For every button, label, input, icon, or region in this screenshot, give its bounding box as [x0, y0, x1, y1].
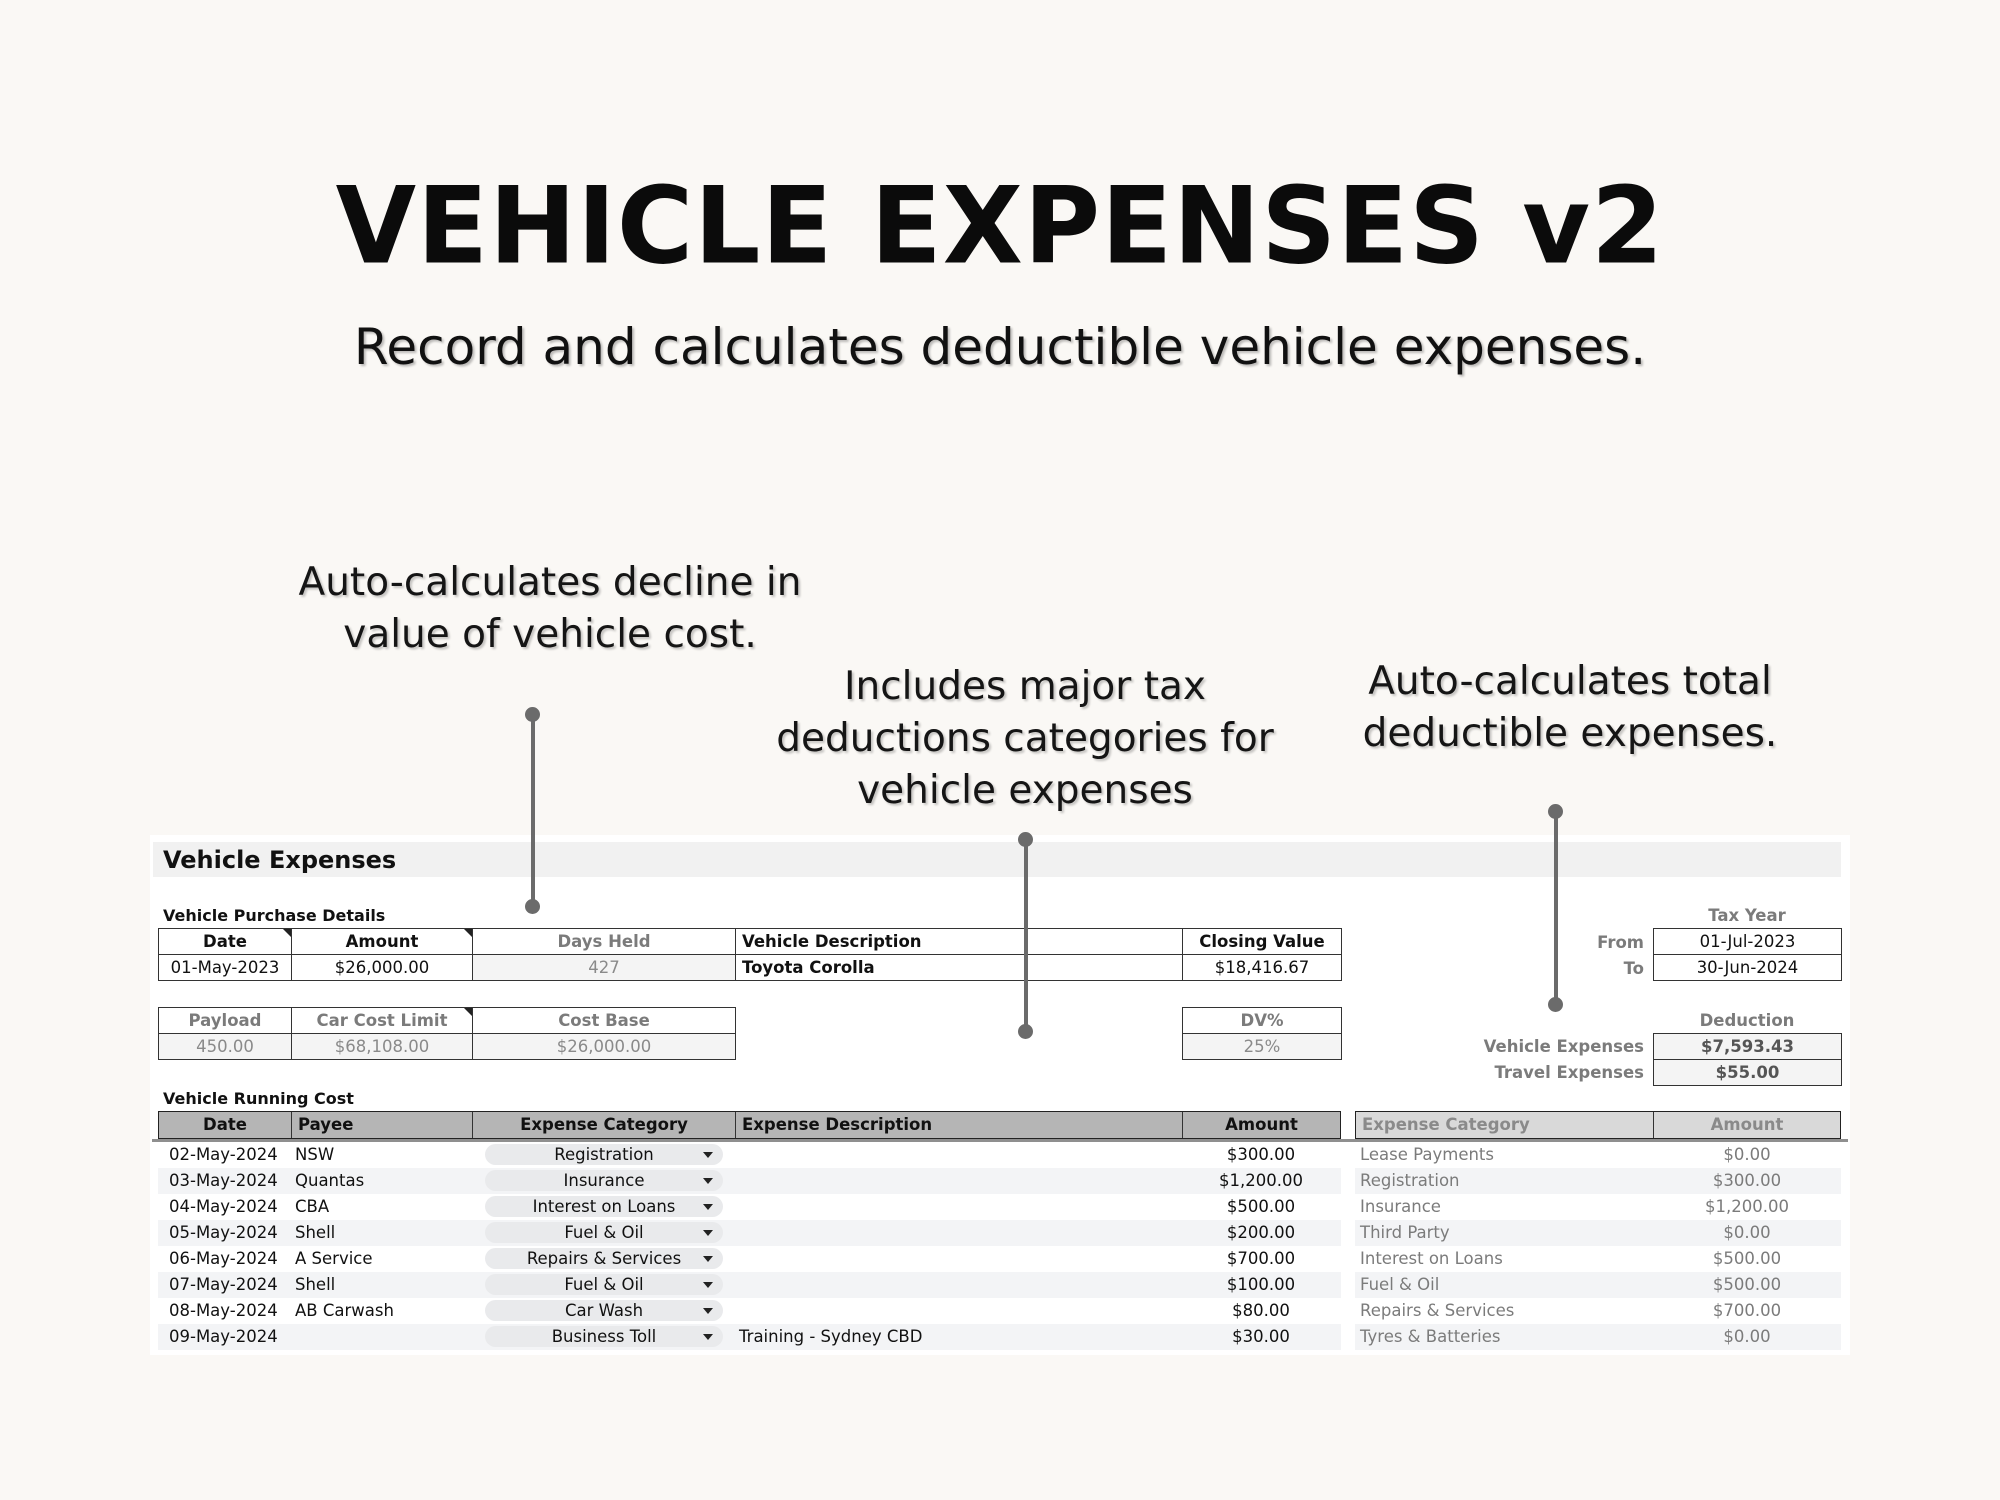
expense-category-dropdown[interactable]	[485, 1248, 723, 1269]
callout-leader-line	[531, 714, 535, 906]
expense-category-value: Repairs & Services	[526, 1249, 682, 1268]
chevron-down-icon[interactable]	[703, 1308, 713, 1314]
callout-leader-line	[1024, 839, 1028, 1031]
sheet-title: Vehicle Expenses	[163, 846, 397, 874]
summary-amount-cell: $700.00	[1712, 1301, 1782, 1320]
cost-limits-table	[158, 1007, 736, 1060]
payload-cell: 450.00	[159, 1034, 292, 1060]
chevron-down-icon[interactable]	[703, 1230, 713, 1236]
expense-category-value: Fuel & Oil	[564, 1275, 644, 1294]
purchase-details-table	[158, 928, 1342, 981]
summary-category-cell: Registration	[1360, 1171, 1460, 1190]
purchase-amount-header: Amount	[292, 929, 473, 955]
running-date-header: Date	[159, 1112, 292, 1138]
deduction-table	[1653, 1033, 1842, 1086]
callout-tax-categories	[725, 661, 1325, 817]
sheet-title-bar	[153, 842, 1841, 877]
callout-line: Includes major tax	[844, 664, 1206, 709]
running-amount-cell[interactable]: $700.00	[1226, 1249, 1296, 1268]
deduction-label: Deduction	[1699, 1011, 1795, 1030]
callout-dot	[1548, 997, 1563, 1012]
table-row	[158, 1220, 1341, 1246]
callout-leader-line	[1554, 811, 1558, 1004]
expense-category-dropdown[interactable]	[485, 1274, 723, 1295]
running-cost-section-label: Vehicle Running Cost	[163, 1089, 354, 1108]
chevron-down-icon[interactable]	[703, 1334, 713, 1340]
running-date-cell[interactable]: 09-May-2024	[169, 1327, 278, 1346]
table-row	[158, 1194, 1341, 1220]
dv-cell: 25%	[1183, 1034, 1342, 1060]
running-payee-header: Payee	[292, 1112, 473, 1138]
tax-year-to-label: To	[1623, 959, 1644, 978]
vehicle-expenses-total: $7,593.43	[1654, 1034, 1842, 1060]
running-date-cell[interactable]: 04-May-2024	[169, 1197, 278, 1216]
purchase-section-label: Vehicle Purchase Details	[163, 906, 386, 925]
expense-category-value: Business Toll	[551, 1327, 657, 1346]
callout-line: Auto-calculates total	[1368, 659, 1772, 704]
callout-line: value of vehicle cost.	[343, 612, 757, 657]
expense-category-value: Fuel & Oil	[564, 1223, 644, 1242]
callout-decline-value	[250, 557, 850, 661]
travel-expenses-total: $55.00	[1654, 1060, 1842, 1086]
chevron-down-icon[interactable]	[703, 1152, 713, 1158]
running-payee-cell[interactable]: Shell	[295, 1223, 336, 1242]
summary-category-header: Expense Category	[1356, 1112, 1654, 1138]
expense-category-dropdown[interactable]	[485, 1170, 723, 1191]
summary-category-cell: Third Party	[1360, 1223, 1450, 1242]
running-payee-cell[interactable]: Shell	[295, 1275, 336, 1294]
callout-total-deductible	[1270, 656, 1870, 760]
vehicle-expenses-label: Vehicle Expenses	[1483, 1037, 1644, 1056]
tax-year-table	[1653, 928, 1842, 981]
running-payee-cell[interactable]: NSW	[295, 1145, 335, 1164]
running-amount-cell[interactable]: $300.00	[1226, 1145, 1296, 1164]
running-amount-header: Amount	[1225, 1115, 1298, 1134]
table-row	[158, 1142, 1341, 1168]
vehicle-description-header: Vehicle Description	[736, 929, 1183, 955]
running-amount-cell[interactable]: $30.00	[1232, 1327, 1290, 1346]
car-cost-limit-header: Car Cost Limit	[292, 1008, 473, 1034]
running-date-cell[interactable]: 06-May-2024	[169, 1249, 278, 1268]
table-row	[158, 1272, 1341, 1298]
hero-subtitle: Record and calculates deductible vehicle expenses.	[353, 318, 1647, 376]
days-held-cell: 427	[473, 955, 736, 981]
summary-amount-cell: $0.00	[1723, 1223, 1771, 1242]
expense-category-value: Interest on Loans	[532, 1197, 676, 1216]
running-category-header: Expense Category	[473, 1112, 736, 1138]
callout-line: deductible expenses.	[1362, 711, 1778, 756]
running-payee-cell[interactable]: CBA	[295, 1197, 330, 1216]
closing-value-header: Closing Value	[1183, 929, 1342, 955]
callout-line: Auto-calculates decline in	[298, 560, 802, 605]
dv-table	[1182, 1007, 1342, 1060]
closing-value-cell: $18,416.67	[1183, 955, 1342, 981]
travel-expenses-label: Travel Expenses	[1494, 1063, 1644, 1082]
summary-amount-cell: $0.00	[1723, 1145, 1771, 1164]
running-payee-cell[interactable]: AB Carwash	[295, 1301, 394, 1320]
callout-dot	[525, 899, 540, 914]
dv-header: DV%	[1183, 1008, 1342, 1034]
purchase-amount-cell[interactable]: $26,000.00	[292, 955, 473, 981]
purchase-date-header: Date	[159, 929, 292, 955]
tax-year-to-cell[interactable]: 30-Jun-2024	[1654, 955, 1842, 981]
running-payee-cell[interactable]: A Service	[295, 1249, 373, 1268]
chevron-down-icon[interactable]	[703, 1282, 713, 1288]
running-date-cell[interactable]: 07-May-2024	[169, 1275, 278, 1294]
running-amount-cell[interactable]: $1,200.00	[1219, 1171, 1303, 1190]
summary-amount-cell: $0.00	[1723, 1327, 1771, 1346]
hero-title: VEHICLE EXPENSES v2	[335, 163, 1665, 289]
running-amount-cell[interactable]: $100.00	[1226, 1275, 1296, 1294]
running-date-cell[interactable]: 08-May-2024	[169, 1301, 278, 1320]
running-date-cell[interactable]: 05-May-2024	[169, 1223, 278, 1242]
days-held-header: Days Held	[473, 929, 736, 955]
running-description-cell[interactable]: Training - Sydney CBD	[739, 1327, 923, 1346]
running-amount-cell[interactable]: $200.00	[1226, 1223, 1296, 1242]
vehicle-description-cell[interactable]: Toyota Corolla	[736, 955, 1183, 981]
expense-category-dropdown[interactable]	[485, 1300, 723, 1321]
expense-category-dropdown[interactable]	[485, 1222, 723, 1243]
car-cost-limit-cell: $68,108.00	[292, 1034, 473, 1060]
running-amount-cell[interactable]: $80.00	[1232, 1301, 1290, 1320]
payload-header: Payload	[159, 1008, 292, 1034]
summary-amount-cell: $1,200.00	[1705, 1197, 1789, 1216]
callout-line: deductions categories for	[776, 716, 1274, 761]
running-payee-cell[interactable]: Quantas	[295, 1171, 365, 1190]
chevron-down-icon[interactable]	[703, 1256, 713, 1262]
tax-year-from-label: From	[1597, 933, 1644, 952]
cost-base-cell: $26,000.00	[473, 1034, 736, 1060]
summary-amount-cell: $500.00	[1712, 1249, 1782, 1268]
tax-year-from-cell[interactable]: 01-Jul-2023	[1654, 929, 1842, 955]
summary-category-cell: Repairs & Services	[1360, 1301, 1515, 1320]
expense-category-dropdown[interactable]	[485, 1196, 723, 1217]
expense-category-value: Registration	[554, 1145, 654, 1164]
summary-category-cell: Lease Payments	[1360, 1145, 1494, 1164]
summary-category-cell: Insurance	[1360, 1197, 1441, 1216]
running-amount-cell[interactable]: $500.00	[1226, 1197, 1296, 1216]
summary-category-cell: Fuel & Oil	[1360, 1275, 1440, 1294]
cost-base-header: Cost Base	[473, 1008, 736, 1034]
summary-amount-cell: $500.00	[1712, 1275, 1782, 1294]
chevron-down-icon[interactable]	[703, 1178, 713, 1184]
running-date-cell[interactable]: 03-May-2024	[169, 1171, 278, 1190]
running-cost-header	[158, 1111, 1341, 1139]
summary-header	[1355, 1111, 1841, 1139]
summary-amount-header: Amount	[1710, 1115, 1784, 1134]
chevron-down-icon[interactable]	[703, 1204, 713, 1210]
running-description-header: Expense Description	[736, 1112, 1183, 1138]
callout-dot	[1018, 1024, 1033, 1039]
expense-category-dropdown[interactable]	[485, 1326, 723, 1347]
expense-category-dropdown[interactable]	[485, 1144, 723, 1165]
summary-category-cell: Interest on Loans	[1360, 1249, 1503, 1268]
running-date-cell[interactable]: 02-May-2024	[169, 1145, 278, 1164]
tax-year-label: Tax Year	[1708, 906, 1786, 925]
summary-amount-cell: $300.00	[1712, 1171, 1782, 1190]
expense-category-value: Insurance	[563, 1171, 645, 1190]
expense-category-value: Car Wash	[564, 1301, 644, 1320]
callout-line: vehicle expenses	[857, 768, 1193, 813]
summary-category-cell: Tyres & Batteries	[1360, 1327, 1501, 1346]
purchase-date-cell[interactable]: 01-May-2023	[159, 955, 292, 981]
